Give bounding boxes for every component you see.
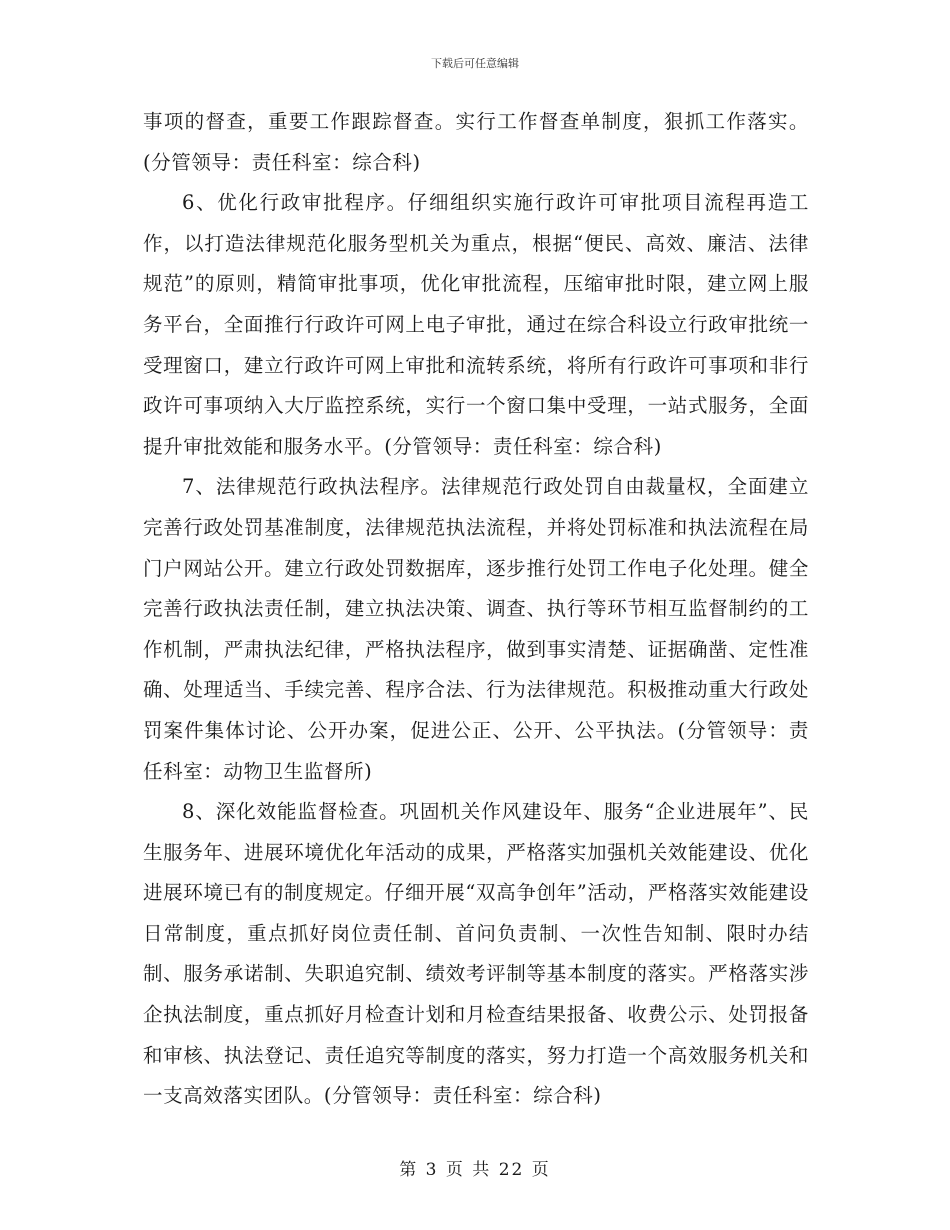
- paragraph-continuation: 事项的督查，重要工作跟踪督查。实行工作督查单制度，狠抓工作落实。(分管领导：责任科室：综合科): [143, 110, 809, 174]
- paragraph-item-6: 6、优化行政审批程序。仔细组织实施行政许可审批项目流程再造工作，以打造法律规范化服务型机关为重点，根据“便民、高效、廉洁、法律规范”的原则，精简审批事项，优化审批流程，压缩审批时限，建立网上服务平台，全面推行行政许可网上电子审批，通过在综合科设立行政审批统一受理窗口，建立行政许可网上审批和流转系统，将所有行政许可事项和非行政许可事项纳入大厅监控系统，实行一个窗口集中受理，一站式服务，全面提升审批效能和服务水平。(分管领导：责任科室：综合科): [143, 191, 809, 458]
- footer-current-page: 3: [425, 1160, 439, 1180]
- page-header: 下载后可任意编辑: [431, 57, 519, 70]
- paragraph-item-8: 8、深化效能监督检查。巩固机关作风建设年、服务“企业进展年”、民生服务年、进展环境优化年活动的成果，严格落实加强机关效能建设、优化进展环境已有的制度规定。仔细开展“双高争创年”活动，严格落实效能建设日常制度，重点抓好岗位责任制、首问负责制、一次性告知制、限时办结制、服务承诺制、失职追究制、绩效考评制等基本制度的落实。严格落实涉企执法制度，重点抓好月检查计划和月检查结果报备、收费公示、处罚报备和审核、执法登记、责任追究等制度的落实，努力打造一个高效服务机关和一支高效落实团队。(分管领导：责任科室：综合科): [143, 800, 809, 1108]
- footer-page-word: 页: [445, 1160, 465, 1180]
- page-footer: [0, 1155, 950, 1180]
- footer-total-pages: 22: [498, 1160, 525, 1180]
- footer-prefix: 第: [399, 1160, 419, 1180]
- footer-total-word: 共: [472, 1160, 492, 1180]
- paragraph-item-7: 7、法律规范行政执法程序。法律规范行政处罚自由裁量权，全面建立完善行政处罚基准制度，法律规范执法流程，并将处罚标准和执法流程在局门户网站公开。建立行政处罚数据库，逐步推行处罚工作电子化处理。健全完善行政执法责任制，建立执法决策、调查、执行等环节相互监督制约的工作机制，严肃执法纪律，严格执法程序，做到事实清楚、证据确凿、定性准确、处理适当、手续完善、程序合法、行为法律规范。积极推动重大行政处罚案件集体讨论、公开办案，促进公正、公开、公平执法。(分管领导：责任科室：动物卫生监督所): [143, 475, 809, 783]
- footer-suffix: 页: [531, 1160, 551, 1180]
- document-body: [143, 102, 809, 1117]
